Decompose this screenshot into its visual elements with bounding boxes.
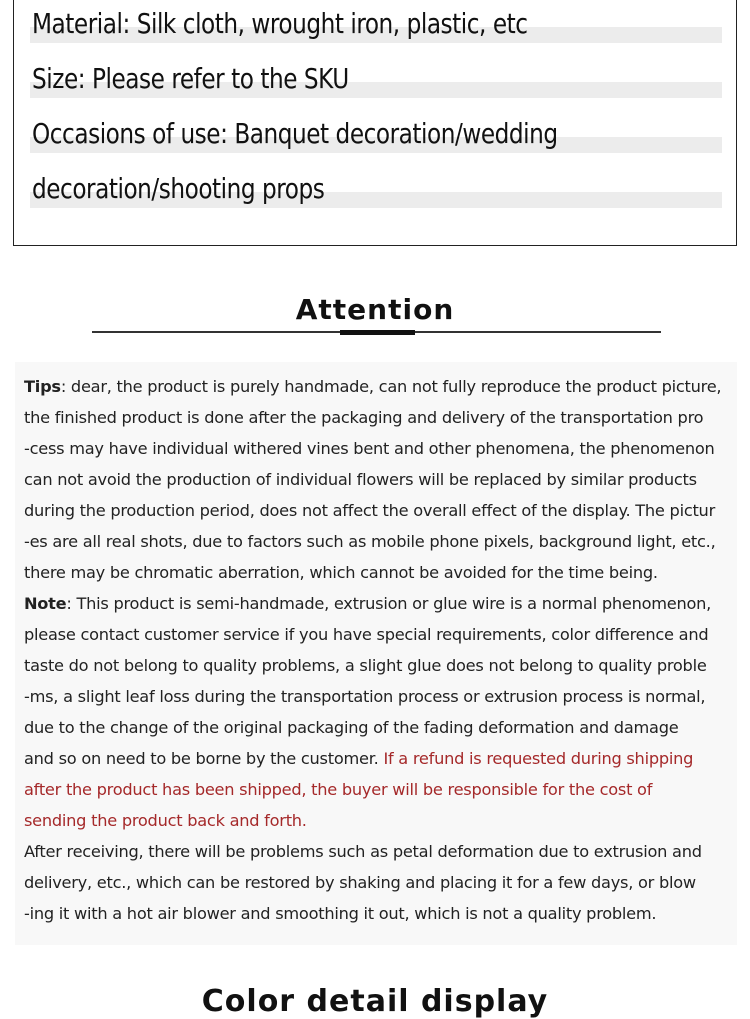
notice-line (24, 656, 707, 675)
notice-line (24, 842, 702, 861)
notice-text: : This product is semi-handmade, extrusion or glue wire is a normal phenomenon, (66, 594, 712, 613)
notice-line (24, 811, 307, 830)
notice-text: there may be chromatic aberration, which cannot be avoided for the time being. (24, 563, 658, 582)
spec-text: decoration/shooting props (32, 172, 325, 205)
notice-line (24, 439, 715, 458)
refund-warning-text: after the product has been shipped, the buyer will be responsible for the cost of (24, 780, 653, 799)
notice-text: -ing it with a hot air blower and smoothing it out, which is not a quality problem. (24, 904, 657, 923)
spec-occasions-cont (30, 167, 722, 211)
notice-text: -ms, a slight leaf loss during the transportation process or extrusion process is normal, (24, 687, 706, 706)
notice-text: please contact customer service if you have special requirements, color difference and (24, 625, 709, 644)
next-section-heading: Color detail display (201, 984, 549, 1019)
notice-text: and so on need to be borne by the customer. (24, 749, 384, 768)
notice-text: the finished product is done after the packaging and delivery of the transportation pro (24, 408, 704, 427)
spec-text: Occasions of use: Banquet decoration/wedding (32, 117, 558, 150)
spec-size (30, 57, 722, 101)
notice-line (24, 377, 721, 396)
refund-warning-text: sending the product back and forth. (24, 811, 307, 830)
spec-box (13, 0, 737, 246)
notice-text: -cess may have individual withered vines bent and other phenomena, the phenomenon (24, 439, 715, 458)
notice-label: Tips (24, 377, 61, 396)
attention-heading: Attention (295, 293, 455, 326)
notice-line (24, 501, 715, 520)
notice-line (24, 594, 711, 613)
notice-line (24, 718, 678, 737)
notice-text: due to the change of the original packaging of the fading deformation and damage (24, 718, 679, 737)
notice-text: during the production period, does not affect the overall effect of the display. The pictur (24, 501, 715, 520)
notice-line (24, 625, 708, 644)
notice-text: -es are all real shots, due to factors such as mobile phone pixels, background light, etc., (24, 532, 716, 551)
notice-text: can not avoid the production of individual flowers will be replaced by similar products (24, 470, 697, 489)
notice-line (24, 904, 656, 923)
spec-occasions (30, 112, 722, 156)
attention-notice-panel (15, 362, 737, 945)
notice-label: Note (24, 594, 67, 613)
notice-text: After receiving, there will be problems such as petal deformation due to extrusion and (24, 842, 702, 861)
notice-line (24, 873, 696, 892)
notice-line (24, 563, 658, 582)
spec-material (30, 2, 722, 46)
heading-divider-accent (340, 330, 415, 335)
notice-line (24, 749, 693, 768)
notice-text: delivery, etc., which can be restored by shaking and placing it for a few days, or blow (24, 873, 696, 892)
notice-text: : dear, the product is purely handmade, can not fully reproduce the product picture, (60, 377, 722, 396)
refund-warning-text: If a refund is requested during shipping (383, 749, 694, 768)
notice-line (24, 532, 715, 551)
notice-line (24, 687, 705, 706)
notice-line (24, 470, 697, 489)
notice-text: taste do not belong to quality problems, a slight glue does not belong to quality proble (24, 656, 707, 675)
notice-line (24, 408, 703, 427)
spec-text: Material: Silk cloth, wrought iron, plastic, etc (32, 7, 528, 40)
notice-line (24, 780, 652, 799)
spec-text: Size: Please refer to the SKU (32, 62, 349, 95)
